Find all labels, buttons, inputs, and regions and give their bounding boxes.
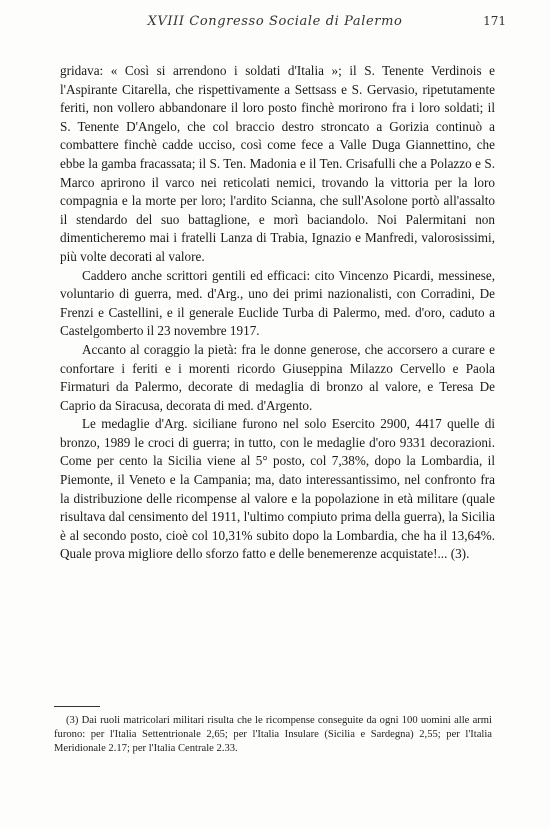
paragraph: gridava: « Così si arrendono i soldati d'Italia »; il S. Tenente Verdinois e l'Aspirante Citarella, che rispettivamente a Settsass e S. Gervasio, ripetutamente feriti, non vollero abbandonare il loro posto finchè morirono fra i loro soldati; il S. Tenente D'Angelo, che col braccio destro stroncato a Gorizia continuò a combattere finchè cadde ucciso, così come fece a Valle Duga Giannettino, che ebbe la gamba fracassata; il S. Ten. Madonia e il Ten. Crisafulli che a Polazzo e S. Marco aprirono il varco nei reticolati nemici, trovando la vittoria per la loro compagnia e la morte per loro; l'ardito Scianna, che sull'Asolone portò all'assalto il stendardo del suo battaglione, e morì baciandolo. Noi Palermitani non dimenticheremo mai i fratelli Lanza di Trabia, Ignazio e Manfredi, valorosissimi, più volte decorati al valore. <box>60 63 495 264</box>
page-number: 171 <box>483 14 506 28</box>
paragraph: Le medaglie d'Arg. siciliane furono nel solo Esercito 2900, 4417 quelle di bronzo, 1989 le croci di guerra; in tutto, con le medaglie d'oro 9331 decorazioni. Come per cento la Sicilia viene al 5° posto, col 7,38%, dopo la Lombardia, il Piemonte, il Veneto e la Campania; ma, dato interessantissimo, nel confronto fra la distribuzione delle ricompense al valore e la popolazione in età militare (quale risultava dal censimento del 1911, l'ultimo compiuto prima della guerra), la Sicilia è al secondo posto, cioè col 10,31% subito dopo la Lombardia, che ha il 13,64%. Quale prova migliore dello sforzo fatto e delle benemerenze acquistate!... (3). <box>60 416 495 562</box>
footnote-text: (3) Dai ruoli matricolari militari risulta che le ricompense conseguite da ogni 100 uomini alle armi furono: per l'Italia Settentrionale 2,65; per l'Italia Insulare (Sicilia e Sardegna) 2,55; per l'Italia Meridionale 2.17; per l'Italia Centrale 2.33. <box>54 715 492 754</box>
footnote-rule <box>54 706 100 707</box>
footnote <box>54 714 492 756</box>
running-head <box>0 12 550 34</box>
running-head-title: XVIII Congresso Sociale di Palermo <box>147 14 403 29</box>
paragraph: Caddero anche scrittori gentili ed efficaci: cito Vincenzo Picardi, messinese, voluntario di guerra, med. d'Arg., uno dei primi nazionalisti, con Corradini, De Frenzi e Castellini, e il generale Euclide Turba di Palermo, med. d'oro, caduto a Castelgomberto il 23 novembre 1917. <box>60 267 495 339</box>
paragraph: Accanto al coraggio la pietà: fra le donne generose, che accorsero a curare e confortare i feriti e i morenti ricordo Giuseppina Milazzo Cervello e Paola Firmaturi da Palermo, decorate di medaglia di bronzo al valore, e Teresa De Caprio da Siracusa, decorata di med. d'Argento. <box>60 341 495 413</box>
body-text <box>60 62 495 564</box>
